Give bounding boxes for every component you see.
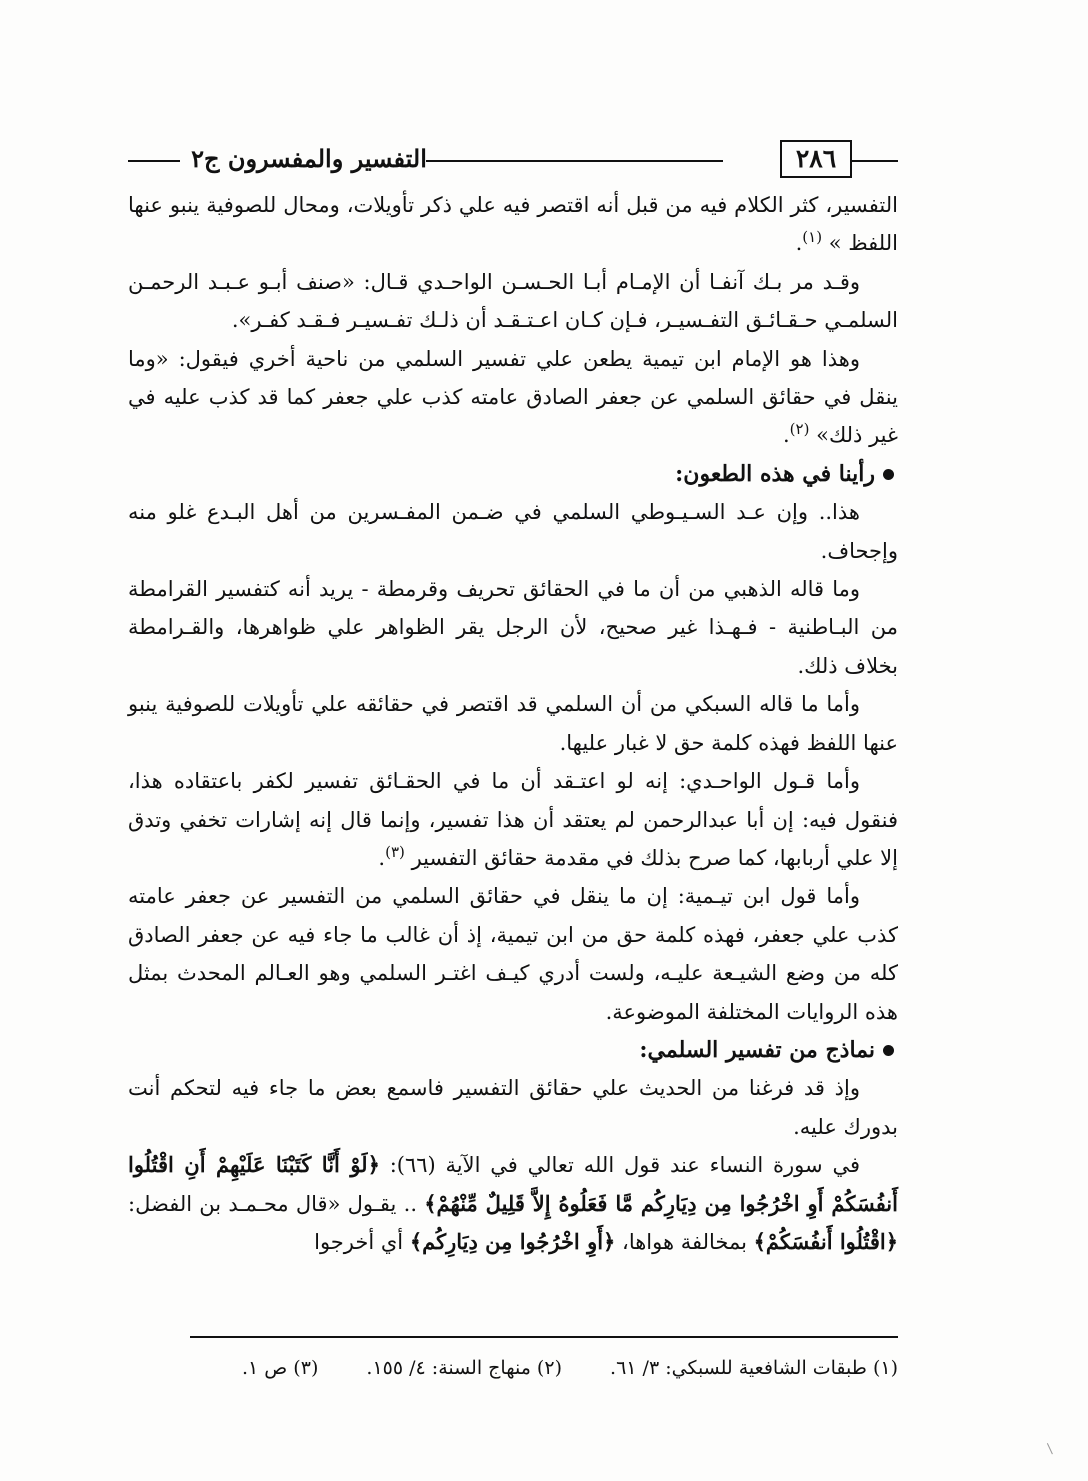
paragraph-text: وما قاله الذهبي من أن ما في الحقائق تحريف وقرمطة - يريد أنه كتفسير القرامطة من البـاطنية - فـهـذا غير صحيح، لأن الرجل يقر الظواهر علي ظواهرها، والقـرامطة بخلاف ذلك.	[128, 577, 898, 678]
header-rule-right	[852, 160, 898, 162]
paragraph-text: وإذ قد فرغنا من الحديث علي حقائق التفسير فاسمع بعض ما جاء فيه لتحكم أنت بدورك عليه.	[128, 1076, 898, 1139]
header-rule-left	[128, 160, 180, 162]
footnote-3: (٣) ص ١.	[241, 1357, 319, 1379]
footnotes	[128, 1353, 898, 1383]
paragraph-text: التفسير، كثر الكلام فيه من قبل أنه اقتصر فيه علي ذكر تأويلات، ومحال للصوفية ينبو عنها اللفظ »	[128, 193, 898, 256]
paragraph-text: وأما ما قاله السبكي من أن السلمي قد اقتصر في حقائقه علي تأويلات للصوفية ينبو عنها اللفظ فهذه كلمة حق لا غبار عليها.	[128, 692, 898, 755]
page-number: ٢٨٦	[780, 140, 852, 178]
paragraph-text: وأما قـول الواحـدي: إنه لو اعتـقد أن ما في الحقـائق تفسير لكفر باعتقاده هذا، فنقول فيه: إن أبا عبدالرحمن لم يعتقد أن هذا تفسير، وإنما قال إنه إشارات تخفي وتدق إلا علي أربابها، كما صرح بذلك في مقدمة حقائق التفسير	[128, 769, 898, 870]
scan-mark	[1047, 1440, 1060, 1455]
paragraph-text: أي أخرجوا	[314, 1229, 410, 1254]
paragraph-8	[128, 877, 898, 1031]
quran-verse-3: ﴿أَوِ اخْرُجُوا مِن دِيَارِكُم﴾	[409, 1228, 616, 1254]
heading-text: نماذج من تفسير السلمي:	[639, 1036, 875, 1063]
footnote-ref-1: (١)	[802, 228, 823, 247]
running-title: التفسير والمفسرون ج٢	[191, 144, 427, 173]
header-rule-middle	[426, 160, 723, 162]
paragraph-9	[128, 1069, 898, 1146]
quran-verse-2: ﴿اقْتُلُوا أَنفُسَكُمْ﴾	[753, 1228, 898, 1254]
footnote-separator	[190, 1336, 898, 1338]
quran-verse-1: ﴿لَوْ أَنَّا كَتَبْنَا عَلَيْهِمْ أَنِ اقْتُلُوا أَنفُسَكُمْ أَوِ اخْرُجُوا مِن دِيَارِكُم مَّا فَعَلُوهُ إِلاَّ قَلِيلٌ مِّنْهُمْ﴾	[128, 1152, 898, 1216]
heading-text: رأينا في هذه الطعون:	[675, 460, 875, 487]
paragraph-text: وأما قول ابن تيـمية: إن ما ينقل في حقائق السلمي من التفسير عن جعفر عامته كذب علي جعفر، فهذه كلمة حق من ابن تيمية، إذ أن غالب ما جاء فيه عن جعفر الصادق كله من وضع الشيـعة عليـه، ولست أدري كيـف اغتـر السلمي وهو العـالم المحدث بمثل هذه الروايات المختلفة الموضوعة.	[128, 884, 898, 1024]
footnote-1: (١) طبقات الشافعية للسبكي: ٣/ ٦١.	[610, 1357, 898, 1379]
footnote-ref-3: (٣)	[385, 842, 405, 861]
paragraph-4	[128, 493, 898, 570]
section-heading-2	[128, 1031, 898, 1069]
paragraph-text: هذا.. وإن عـد السـيـوطي السلمي في ضـمن المفـسرين من أهل البـدع غلو منه وإجحاف.	[128, 500, 898, 563]
paragraph-text: وقـد مر بـك آنفـا أن الإمـام أبـا الحـسـن الواحـدي قـال: «صنف أبـو عـبـد الرحمـن السلمـي حـقـائـق التفـسيـر، فـإن كـان اعـتـقـد أن ذلـك تفـسيـر فـقـد كفـر».	[128, 269, 898, 333]
paragraph-2	[128, 263, 898, 340]
footnote-ref-2: (٢)	[789, 420, 810, 439]
paragraph-5	[128, 570, 898, 685]
page-header	[128, 138, 898, 180]
paragraph-10	[128, 1146, 898, 1261]
section-heading-1	[128, 455, 898, 493]
bullet-icon	[883, 469, 894, 480]
paragraph-text: بمخالفة هواها،	[615, 1229, 754, 1254]
footnote-2: (٢) منهاج السنة: ٤/ ١٥٥.	[366, 1357, 562, 1379]
bullet-icon	[883, 1045, 894, 1056]
paragraph-text: .. يقـول «قال محـمـد بن الفضل:	[128, 1191, 425, 1216]
paragraph-end: .	[782, 423, 790, 448]
paragraph-6	[128, 685, 898, 762]
paragraph-text: وهذا هو الإمام ابن تيمية يطعن علي تفسير السلمي من ناحية أخري فيقول: «وما ينقل في حقائق السلمي عن جعفر الصادق عامته كذب علي جعفر كما قد كذب عليه في غير ذلك»	[128, 346, 898, 448]
paragraph-end: .	[795, 231, 803, 256]
paragraph-7	[128, 762, 898, 877]
paragraph-text: في سورة النساء عند قول الله تعالي في الآية (٦٦):	[379, 1153, 860, 1178]
paragraph-3	[128, 340, 898, 455]
paragraph-1	[128, 186, 898, 263]
paragraph-end: .	[378, 845, 386, 870]
main-text	[128, 186, 898, 1261]
